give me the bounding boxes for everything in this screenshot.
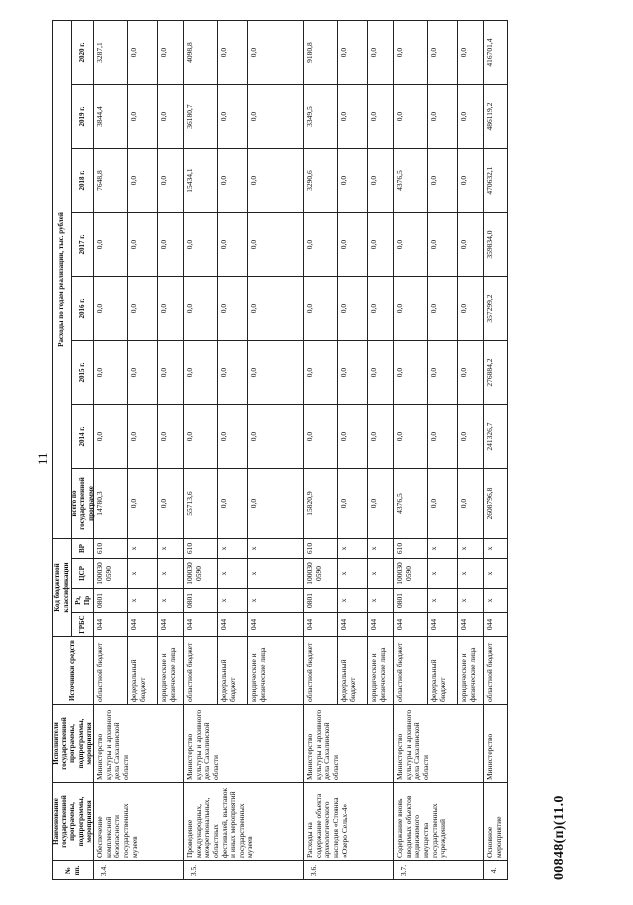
- funding-source: юридические и физические лица: [158, 636, 184, 704]
- csr-code: х: [338, 558, 368, 588]
- year-value: 0,0: [128, 20, 158, 84]
- year-value: 0,0: [338, 212, 368, 276]
- year-value: 0,0: [184, 212, 218, 276]
- year-value: 0,0: [368, 276, 394, 340]
- header-year: 2019 г.: [72, 84, 94, 148]
- vr-code: х: [458, 538, 484, 558]
- vr-code: 610: [94, 538, 128, 558]
- year-value: 0,0: [338, 84, 368, 148]
- measure-name: Проведение международных, межрегиональных, областных фестивалей, выставок и иных мероприятий государственных музеев: [184, 782, 304, 860]
- grbs-code: 044: [94, 612, 128, 636]
- vr-code: х: [368, 538, 394, 558]
- year-value: 0,0: [128, 276, 158, 340]
- year-value: 0,0: [458, 212, 484, 276]
- grbs-code: 044: [184, 612, 218, 636]
- total-value: 0,0: [338, 468, 368, 538]
- header-num: № пп.: [52, 860, 94, 880]
- rzpr-code: х: [458, 588, 484, 612]
- year-value: 359834,0: [484, 212, 508, 276]
- total-value: 0,0: [368, 468, 394, 538]
- year-value: 0,0: [394, 20, 428, 84]
- year-value: 4376,5: [394, 148, 428, 212]
- executor-name: Министерство культуры и архивного дела Сахалинской области: [94, 704, 184, 782]
- year-value: 470632,1: [484, 148, 508, 212]
- header-rzpr: Рз, Пр: [72, 588, 94, 612]
- year-value: 0,0: [368, 340, 394, 404]
- year-value: 0,0: [218, 212, 248, 276]
- csr-code: х: [158, 558, 184, 588]
- total-value: 15820,9: [304, 468, 338, 538]
- year-value: 0,0: [158, 212, 184, 276]
- csr-code: х: [218, 558, 248, 588]
- header-year: 2015 г.: [72, 340, 94, 404]
- total-value: 14780,3: [94, 468, 128, 538]
- funding-source: областной бюджет: [304, 636, 338, 704]
- year-value: 0,0: [428, 84, 458, 148]
- year-value: 0,0: [428, 148, 458, 212]
- year-value: 0,0: [248, 20, 304, 84]
- year-value: 0,0: [184, 276, 218, 340]
- header-year: 2016 г.: [72, 276, 94, 340]
- year-value: 0,0: [368, 212, 394, 276]
- header-source: Источники средств: [52, 636, 94, 704]
- funding-source: областной бюджет: [94, 636, 128, 704]
- year-value: 36180,7: [184, 84, 218, 148]
- row-number: 3.7.: [394, 860, 484, 880]
- vr-code: х: [248, 538, 304, 558]
- year-value: 416701,4: [484, 20, 508, 84]
- grbs-code: 044: [158, 612, 184, 636]
- budget-table: [52, 20, 542, 880]
- total-value: 4376,5: [394, 468, 428, 538]
- funding-source: федеральный бюджет: [338, 636, 368, 704]
- year-value: 0,0: [184, 404, 218, 468]
- header-expense-group: Расходы по годам реализации, тыс. рублей: [52, 20, 72, 538]
- grbs-code: 044: [428, 612, 458, 636]
- csr-code: 100030 0590: [184, 558, 218, 588]
- grbs-code: 044: [484, 612, 508, 636]
- year-value: 0,0: [338, 404, 368, 468]
- year-value: 3287,1: [94, 20, 128, 84]
- year-value: 486119,2: [484, 84, 508, 148]
- rzpr-code: х: [158, 588, 184, 612]
- vr-code: 610: [394, 538, 428, 558]
- year-value: 0,0: [304, 276, 338, 340]
- year-value: 0,0: [394, 276, 428, 340]
- rzpr-code: 0801: [184, 588, 218, 612]
- vr-code: 610: [184, 538, 218, 558]
- total-value: 2608796,8: [484, 468, 508, 538]
- row-number: 3.6.: [304, 860, 394, 880]
- year-value: 0,0: [94, 212, 128, 276]
- year-value: 0,0: [218, 148, 248, 212]
- funding-source: юридические и физические лица: [248, 636, 304, 704]
- year-value: 0,0: [338, 340, 368, 404]
- header-vr: ВР: [72, 538, 94, 558]
- csr-code: 100030 0590: [304, 558, 338, 588]
- year-value: 0,0: [368, 84, 394, 148]
- total-value: 0,0: [218, 468, 248, 538]
- csr-code: х: [248, 558, 304, 588]
- grbs-code: 044: [218, 612, 248, 636]
- funding-source: областной бюджет: [184, 636, 218, 704]
- year-value: 0,0: [428, 404, 458, 468]
- csr-code: 100030 0590: [394, 558, 428, 588]
- year-value: 0,0: [158, 340, 184, 404]
- year-value: 0,0: [304, 212, 338, 276]
- rzpr-code: х: [368, 588, 394, 612]
- year-value: 357299,2: [484, 276, 508, 340]
- year-value: 0,0: [218, 20, 248, 84]
- grbs-code: 044: [368, 612, 394, 636]
- year-value: 7648,8: [94, 148, 128, 212]
- year-value: 4098,8: [184, 20, 218, 84]
- document-code: 00848(п)(11.0: [552, 795, 567, 880]
- year-value: 0,0: [128, 212, 158, 276]
- year-value: 0,0: [158, 404, 184, 468]
- year-value: 0,0: [248, 276, 304, 340]
- total-value: 0,0: [158, 468, 184, 538]
- page-number: 11: [35, 452, 50, 465]
- row-number: 3.4.: [94, 860, 184, 880]
- year-value: 0,0: [368, 148, 394, 212]
- total-value: 0,0: [428, 468, 458, 538]
- year-value: 0,0: [128, 148, 158, 212]
- measure-name: Расходы на содержание объекта археологического наследия «Стоянка «Озеро Сельх-4»: [304, 782, 394, 860]
- year-value: 0,0: [428, 340, 458, 404]
- year-value: 276884,2: [484, 340, 508, 404]
- vr-code: 610: [304, 538, 338, 558]
- header-csr: ЦСР: [72, 558, 94, 588]
- rzpr-code: х: [218, 588, 248, 612]
- year-value: 0,0: [158, 84, 184, 148]
- year-value: 0,0: [218, 404, 248, 468]
- measure-name: Содержание вновь вводимых объектов недвижимого имущества государственных учреждений: [394, 782, 484, 860]
- year-value: 0,0: [94, 404, 128, 468]
- csr-code: х: [128, 558, 158, 588]
- year-value: 0,0: [428, 20, 458, 84]
- csr-code: х: [458, 558, 484, 588]
- vr-code: х: [428, 538, 458, 558]
- funding-source: федеральный бюджет: [428, 636, 458, 704]
- header-executor: Исполнители государственной программы, подпрограммы, мероприятия: [52, 704, 94, 782]
- csr-code: х: [428, 558, 458, 588]
- year-value: 0,0: [248, 212, 304, 276]
- executor-name: Министерство культуры и архивного дела Сахалинской области: [184, 704, 304, 782]
- total-value: 0,0: [248, 468, 304, 538]
- executor-name: Министерство культуры и архивного дела Сахалинской области: [304, 704, 394, 782]
- rzpr-code: 0801: [94, 588, 128, 612]
- funding-source: федеральный бюджет: [218, 636, 248, 704]
- header-year: 2018 г.: [72, 148, 94, 212]
- executor-name: Министерство культуры и архивного дела Сахалинской области: [394, 704, 484, 782]
- year-value: 0,0: [218, 84, 248, 148]
- year-value: 0,0: [304, 404, 338, 468]
- rzpr-code: 0801: [304, 588, 338, 612]
- vr-code: х: [218, 538, 248, 558]
- total-value: 0,0: [128, 468, 158, 538]
- rzpr-code: х: [338, 588, 368, 612]
- header-year: 2014 г.: [72, 404, 94, 468]
- funding-source: федеральный бюджет: [128, 636, 158, 704]
- csr-code: х: [484, 558, 508, 588]
- rzpr-code: х: [484, 588, 508, 612]
- year-value: 3290,6: [304, 148, 338, 212]
- year-value: 241326,7: [484, 404, 508, 468]
- rzpr-code: х: [248, 588, 304, 612]
- year-value: 9180,8: [304, 20, 338, 84]
- year-value: 15434,1: [184, 148, 218, 212]
- header-total: всего по государственной программе: [72, 468, 94, 538]
- year-value: 0,0: [458, 84, 484, 148]
- funding-source: областной бюджет: [484, 636, 508, 704]
- year-value: 0,0: [458, 276, 484, 340]
- rotated-content: [30, 20, 590, 880]
- executor-name: Министерство: [484, 704, 508, 782]
- grbs-code: 044: [338, 612, 368, 636]
- grbs-code: 044: [248, 612, 304, 636]
- year-value: 0,0: [428, 212, 458, 276]
- funding-source: юридические и физические лица: [458, 636, 484, 704]
- vr-code: х: [338, 538, 368, 558]
- year-value: 3844,4: [94, 84, 128, 148]
- year-value: 0,0: [458, 148, 484, 212]
- year-value: 0,0: [218, 340, 248, 404]
- year-value: 0,0: [158, 20, 184, 84]
- year-value: 0,0: [338, 20, 368, 84]
- header-year: 2020 г.: [72, 20, 94, 84]
- row-number: 3.5.: [184, 860, 304, 880]
- vr-code: х: [128, 538, 158, 558]
- rzpr-code: 0801: [394, 588, 428, 612]
- header-grbs: ГРБС: [72, 612, 94, 636]
- grbs-code: 044: [458, 612, 484, 636]
- year-value: 0,0: [394, 404, 428, 468]
- year-value: 0,0: [94, 276, 128, 340]
- year-value: 0,0: [184, 340, 218, 404]
- year-value: 0,0: [368, 20, 394, 84]
- csr-code: 100030 0590: [94, 558, 128, 588]
- year-value: 0,0: [94, 340, 128, 404]
- year-value: 0,0: [368, 404, 394, 468]
- header-code-group: Код бюджетной классификации: [52, 538, 72, 636]
- vr-code: х: [484, 538, 508, 558]
- year-value: 0,0: [394, 340, 428, 404]
- row-number: 4.: [484, 860, 508, 880]
- grbs-code: 044: [128, 612, 158, 636]
- measure-name: Основное мероприятие: [484, 782, 508, 860]
- year-value: 0,0: [128, 340, 158, 404]
- header-year: 2017 г.: [72, 212, 94, 276]
- year-value: 0,0: [218, 276, 248, 340]
- year-value: 0,0: [128, 84, 158, 148]
- year-value: 0,0: [338, 148, 368, 212]
- vr-code: х: [158, 538, 184, 558]
- year-value: 0,0: [394, 84, 428, 148]
- csr-code: х: [368, 558, 394, 588]
- rzpr-code: х: [428, 588, 458, 612]
- year-value: 3349,5: [304, 84, 338, 148]
- grbs-code: 044: [394, 612, 428, 636]
- funding-source: областной бюджет: [394, 636, 428, 704]
- year-value: 0,0: [158, 276, 184, 340]
- year-value: 0,0: [248, 404, 304, 468]
- total-value: 0,0: [458, 468, 484, 538]
- funding-source: юридические и физические лица: [368, 636, 394, 704]
- total-value: 55713,6: [184, 468, 218, 538]
- year-value: 0,0: [304, 340, 338, 404]
- year-value: 0,0: [248, 84, 304, 148]
- year-value: 0,0: [248, 340, 304, 404]
- year-value: 0,0: [338, 276, 368, 340]
- year-value: 0,0: [248, 148, 304, 212]
- year-value: 0,0: [158, 148, 184, 212]
- grbs-code: 044: [304, 612, 338, 636]
- rzpr-code: х: [128, 588, 158, 612]
- measure-name: Обеспечение комплексной безопасности государственных музеев: [94, 782, 184, 860]
- year-value: 0,0: [428, 276, 458, 340]
- year-value: 0,0: [458, 404, 484, 468]
- year-value: 0,0: [458, 20, 484, 84]
- year-value: 0,0: [458, 340, 484, 404]
- year-value: 0,0: [128, 404, 158, 468]
- header-name: Наименование государственной программы, подпрограммы, мероприятия: [52, 782, 94, 860]
- year-value: 0,0: [394, 212, 428, 276]
